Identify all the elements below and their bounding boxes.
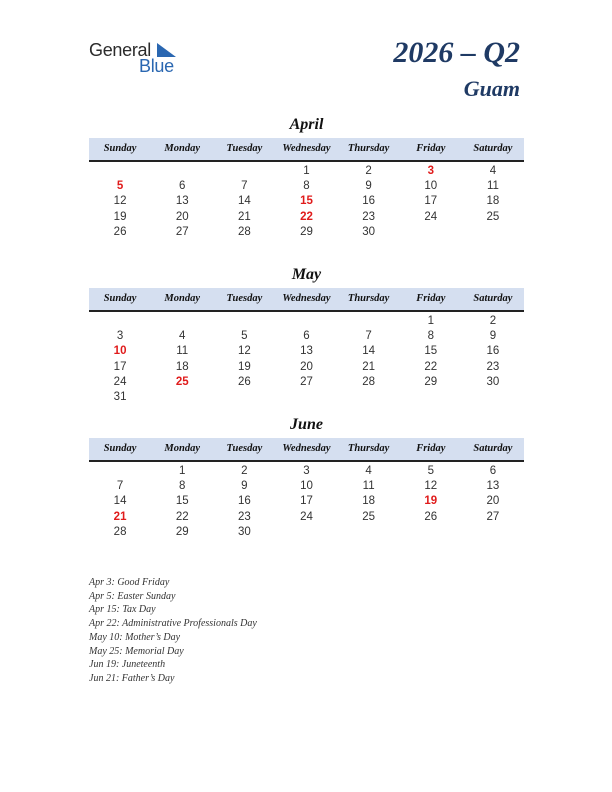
holiday-day-cell: 10 <box>113 345 127 358</box>
page-subtitle: Guam <box>463 76 520 101</box>
day-cell: 13 <box>175 195 189 208</box>
weekday-label: Wednesday <box>282 443 331 454</box>
day-cell: 17 <box>113 360 127 373</box>
day-grid <box>89 164 524 240</box>
holiday-note: Apr 22: Administrative Professionals Day <box>89 618 257 630</box>
empty-day-cell <box>213 164 275 179</box>
day-cell: 7 <box>241 180 248 193</box>
day-cell: 22 <box>424 360 438 373</box>
logo-text-general: General <box>89 40 151 60</box>
day-cell: 26 <box>424 510 438 523</box>
day-cell: 17 <box>300 495 313 508</box>
day-cell: 15 <box>424 345 438 358</box>
day-cell: 27 <box>486 510 500 523</box>
day-cell: 15 <box>175 495 189 508</box>
day-cell: 5 <box>241 330 248 343</box>
weekday-label: Tuesday <box>226 293 263 304</box>
day-cell: 2 <box>365 165 372 177</box>
weekday-label: Saturday <box>473 143 513 154</box>
holiday-day-cell: 21 <box>113 510 127 523</box>
day-cell: 4 <box>179 330 186 343</box>
day-cell: 1 <box>179 465 186 477</box>
day-grid <box>89 314 524 405</box>
empty-day-cell <box>338 314 400 329</box>
day-cell: 28 <box>362 375 376 388</box>
holiday-note: Apr 5: Easter Sunday <box>89 590 176 602</box>
day-cell: 23 <box>362 210 376 223</box>
weekday-header <box>89 138 524 162</box>
weekday-label: Friday <box>416 143 446 154</box>
holiday-note: Jun 19: Juneteenth <box>89 659 166 671</box>
day-cell: 6 <box>303 330 310 343</box>
weekday-header <box>89 438 524 462</box>
day-cell: 1 <box>427 315 434 327</box>
day-cell: 16 <box>237 495 251 508</box>
day-cell: 12 <box>424 480 438 493</box>
day-cell: 17 <box>424 195 438 208</box>
weekday-label: Sunday <box>103 443 137 454</box>
weekday-label: Thursday <box>347 293 390 304</box>
day-cell: 31 <box>113 390 127 403</box>
holiday-day-cell: 15 <box>300 195 313 208</box>
day-cell: 16 <box>486 345 500 358</box>
day-cell: 23 <box>237 510 251 523</box>
weekday-label: Monday <box>164 293 200 304</box>
day-cell: 29 <box>424 375 438 388</box>
day-cell: 11 <box>176 345 189 358</box>
day-cell: 7 <box>116 480 124 493</box>
empty-day-cell <box>89 164 151 179</box>
weekday-label: Saturday <box>473 443 513 454</box>
day-cell: 11 <box>486 180 499 193</box>
day-cell: 29 <box>300 225 313 238</box>
empty-day-cell <box>151 164 213 179</box>
weekday-label: Wednesday <box>282 143 331 154</box>
day-cell: 14 <box>237 195 251 208</box>
day-cell: 6 <box>179 180 186 193</box>
empty-day-cell <box>89 314 151 329</box>
day-cell: 28 <box>113 525 127 538</box>
brand-logo <box>89 40 189 76</box>
day-cell: 4 <box>365 465 372 477</box>
weekday-label: Tuesday <box>226 443 263 454</box>
weekday-label: Sunday <box>103 293 137 304</box>
day-cell: 8 <box>303 180 310 193</box>
day-cell: 8 <box>179 480 186 493</box>
day-cell: 9 <box>365 180 372 193</box>
day-cell: 9 <box>241 480 248 493</box>
day-cell: 12 <box>113 195 127 208</box>
day-cell: 19 <box>113 210 127 223</box>
day-grid <box>89 464 524 540</box>
logo-text-blue: Blue <box>139 56 174 76</box>
day-cell: 29 <box>175 525 189 538</box>
holiday-day-cell: 22 <box>300 210 313 223</box>
day-cell: 27 <box>300 375 313 388</box>
month-name: April <box>289 116 324 133</box>
empty-day-cell <box>275 314 337 329</box>
day-cell: 27 <box>175 225 189 238</box>
day-cell: 9 <box>489 330 497 343</box>
holiday-day-cell: 25 <box>175 375 189 388</box>
day-cell: 8 <box>427 330 434 343</box>
day-cell: 30 <box>237 525 251 538</box>
month-name: May <box>291 266 322 283</box>
day-cell: 22 <box>175 510 189 523</box>
day-cell: 3 <box>116 330 124 343</box>
day-cell: 12 <box>237 345 251 358</box>
holiday-note: May 10: Mother’s Day <box>89 631 181 643</box>
holiday-day-cell: 5 <box>116 180 124 193</box>
day-cell: 28 <box>237 225 251 238</box>
weekday-label: Sunday <box>103 143 137 154</box>
day-cell: 2 <box>241 465 248 477</box>
day-cell: 13 <box>300 345 313 358</box>
day-cell: 14 <box>113 495 127 508</box>
weekday-label: Saturday <box>473 293 513 304</box>
day-cell: 30 <box>486 375 500 388</box>
day-cell: 23 <box>486 360 500 373</box>
day-cell: 11 <box>362 480 375 493</box>
weekday-label: Monday <box>164 143 200 154</box>
holiday-note: Apr 3: Good Friday <box>89 577 170 588</box>
holiday-note: Apr 15: Tax Day <box>89 604 156 616</box>
day-cell: 20 <box>486 495 500 508</box>
holiday-day-cell: 19 <box>424 495 438 508</box>
weekday-label: Thursday <box>347 443 390 454</box>
day-cell: 26 <box>237 375 251 388</box>
day-cell: 24 <box>300 510 313 523</box>
day-cell: 5 <box>427 465 434 477</box>
empty-day-cell <box>213 314 275 329</box>
day-cell: 25 <box>486 210 500 223</box>
day-cell: 6 <box>489 465 497 477</box>
day-cell: 24 <box>113 375 127 388</box>
holiday-note: Jun 21: Father’s Day <box>89 672 175 684</box>
day-cell: 10 <box>300 480 313 493</box>
day-cell: 16 <box>362 195 376 208</box>
day-cell: 20 <box>175 210 189 223</box>
day-cell: 14 <box>362 345 376 358</box>
weekday-label: Friday <box>416 293 446 304</box>
page-title: 2026 – Q2 <box>393 36 520 69</box>
day-cell: 3 <box>303 465 310 477</box>
weekday-label: Thursday <box>347 143 390 154</box>
holiday-day-cell: 3 <box>427 165 434 177</box>
month-name: June <box>290 416 323 433</box>
day-cell: 18 <box>486 195 500 208</box>
month-calendar-april <box>89 116 524 240</box>
month-calendar-june <box>89 416 524 540</box>
weekday-label: Tuesday <box>226 143 263 154</box>
weekday-label: Monday <box>164 443 200 454</box>
month-calendar-may <box>89 266 524 405</box>
day-cell: 30 <box>362 225 376 238</box>
day-cell: 7 <box>365 330 372 343</box>
day-cell: 21 <box>362 360 376 373</box>
day-cell: 26 <box>113 225 127 238</box>
day-cell: 1 <box>303 165 310 177</box>
day-cell: 4 <box>489 165 497 177</box>
weekday-label: Wednesday <box>282 293 331 304</box>
holiday-note: May 25: Memorial Day <box>89 645 184 657</box>
day-cell: 18 <box>362 495 376 508</box>
day-cell: 10 <box>424 180 438 193</box>
day-cell: 21 <box>237 210 251 223</box>
holiday-notes <box>89 576 257 686</box>
day-cell: 13 <box>486 480 500 493</box>
day-cell: 2 <box>489 315 497 327</box>
day-cell: 18 <box>175 360 189 373</box>
day-cell: 24 <box>424 210 438 223</box>
day-cell: 20 <box>300 360 313 373</box>
weekday-header <box>89 288 524 312</box>
empty-day-cell <box>151 314 213 329</box>
weekday-label: Friday <box>416 443 446 454</box>
empty-day-cell <box>89 464 151 479</box>
day-cell: 19 <box>237 360 251 373</box>
day-cell: 25 <box>362 510 376 523</box>
